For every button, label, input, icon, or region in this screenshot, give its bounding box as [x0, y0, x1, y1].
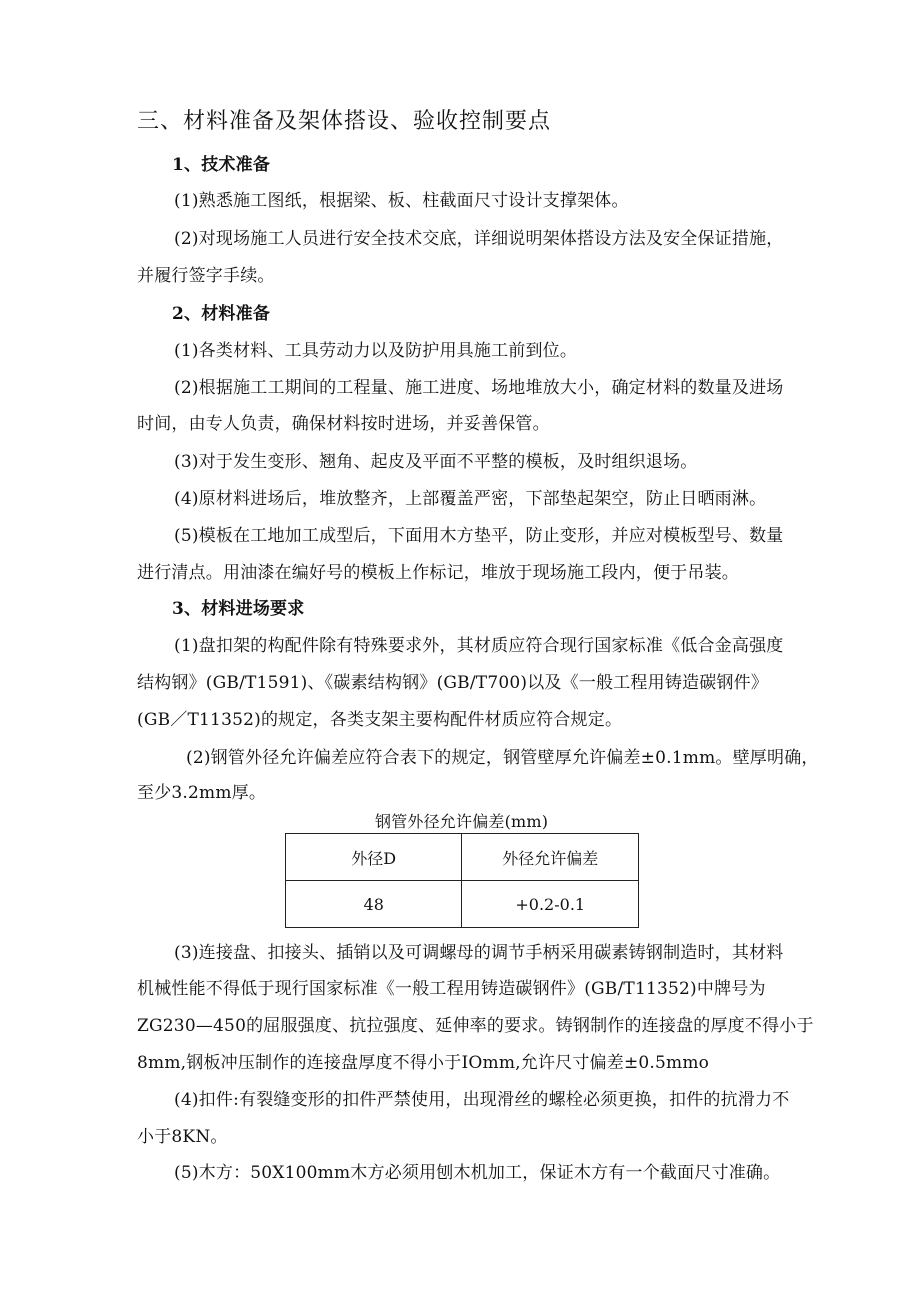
paragraph-text: (2)根据施工工期间的工程量、施工进度、场地堆放大小，确定材料的数量及进场: [174, 378, 784, 398]
paragraph-text: (3)对于发生变形、翘角、起皮及平面不平整的模板，及时组织退场。: [174, 452, 698, 472]
paragraph-text: 至少3.2mm厚。: [137, 783, 267, 803]
table-caption: 钢管外径允许偏差(mm): [375, 812, 549, 831]
paragraph-text: 小于8KN。: [137, 1127, 228, 1147]
paragraph-text: (1)熟悉施工图纸，根据梁、板、柱截面尺寸设计支撑架体。: [174, 191, 629, 211]
table-row: [286, 881, 639, 928]
paragraph-text: (3)连接盘、扣接头、插销以及可调螺母的调节手柄采用碳素铸钢制造时，其材料: [174, 943, 784, 963]
paragraph-text: 8mm,钢板冲压制作的连接盘厚度不得小于IOmm,允许尺寸偏差±0.5mmo: [137, 1053, 710, 1073]
tolerance-table: [285, 833, 639, 928]
paragraph-text: 并履行签字手续。: [137, 266, 275, 286]
paragraph-text: (5)木方：50X100mm木方必须用刨木机加工，保证木方有一个截面尺寸准确。: [174, 1163, 781, 1183]
paragraph-text: (GB／T11352)的规定，各类支架主要构配件材质应符合规定。: [137, 710, 623, 730]
paragraph-text: (2)钢管外径允许偏差应符合表下的规定，钢管壁厚允许偏差±0.1mm。壁厚明确，: [186, 748, 819, 768]
table-cell: 48: [286, 881, 462, 928]
paragraph-text: (2)对现场施工人员进行安全技术交底，详细说明架体搭设方法及安全保证措施，: [174, 229, 784, 249]
paragraph-text: (1)各类材料、工具劳动力以及防护用具施工前到位。: [174, 341, 578, 361]
paragraph-text: (4)原材料进场后，堆放整齐，上部覆盖严密，下部垫起架空，防止日晒雨淋。: [174, 489, 767, 509]
paragraph-text: 进行清点。用油漆在编好号的模板上作标记，堆放于现场施工段内，便于吊装。: [137, 563, 739, 583]
heading-material-entry-requirements: 3、材料进场要求: [172, 599, 305, 619]
paragraph-text: 结构钢》(GB/T1591)、《碳素结构钢》(GB/T700)以及《一般工程用铸造碳钢件》: [137, 673, 769, 693]
paragraph-text: (4)扣件:有裂缝变形的扣件严禁使用，出现滑丝的螺栓必须更换，扣件的抗滑力不: [174, 1090, 790, 1110]
table-header-cell: 外径D: [286, 834, 462, 881]
table-cell: +0.2-0.1: [462, 881, 639, 928]
paragraph-text: 机械性能不得低于现行国家标准《一般工程用铸造碳钢件》(GB/T11352)中牌号为: [137, 979, 766, 999]
table-header-row: [286, 834, 639, 881]
table-header-cell: 外径允许偏差: [462, 834, 639, 881]
paragraph-text: 时间，由专人负责，确保材料按时进场，并妥善保管。: [137, 414, 550, 434]
heading-technical-preparation: 1、技术准备: [172, 155, 271, 175]
heading-material-preparation: 2、材料准备: [172, 304, 271, 324]
paragraph-text: (5)模板在工地加工成型后，下面用木方垫平，防止变形，并应对模板型号、数量: [174, 526, 784, 546]
paragraph-text: ZG230—450的屈服强度、抗拉强度、延伸率的要求。铸钢制作的连接盘的厚度不得小于: [137, 1016, 814, 1036]
paragraph-text: (1)盘扣架的构配件除有特殊要求外，其材质应符合现行国家标准《低合金高强度: [174, 636, 784, 656]
section-title: 三、材料准备及架体搭设、验收控制要点: [137, 109, 552, 134]
